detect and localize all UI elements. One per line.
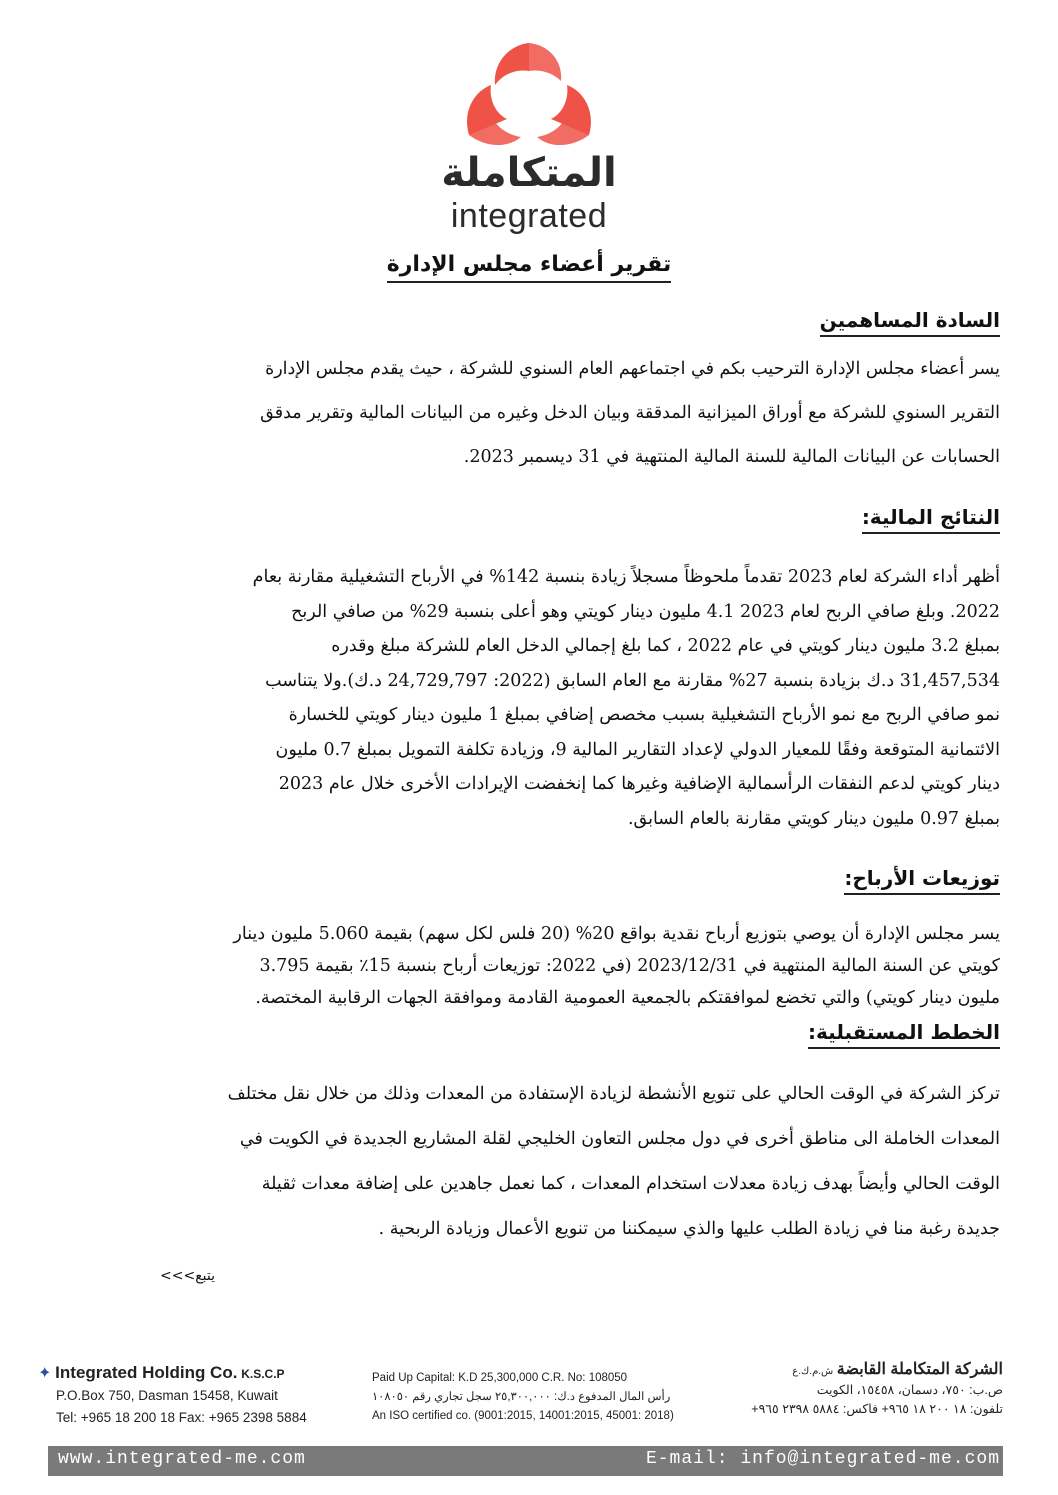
footer-company-ar: الشركة المتكاملة القابضة <box>836 1361 1003 1378</box>
footer-phone-en: Tel: +965 18 200 18 Fax: +965 2398 5884 <box>56 1410 307 1425</box>
footer-company-en: Integrated Holding Co. <box>55 1363 238 1382</box>
footer-middle-block <box>372 1369 674 1426</box>
dividends-heading: توزيعات الأرباح: <box>844 866 1000 890</box>
continued-marker: يتبع>>> <box>160 1268 215 1284</box>
footer-english-block <box>38 1362 307 1429</box>
plans-line: المعدات الخاملة الى مناطق أخرى في دول مجلس التعاون الخليجي لقلة المشاريع الجديدة في الكويت في <box>239 1129 1000 1149</box>
financial-line: بمبلغ 3.2 مليون دينار كويتي في عام 2022 ، كما بلغ إجمالي الدخل العام للشركة مبلغ وقدره <box>331 636 1000 656</box>
footer-website-link[interactable]: www.integrated-me.com <box>58 1449 306 1469</box>
dividends-line: مليون دينار كويتي) والتي تخضع لموافقتكم بالجمعية العمومية القادمة وموافقة الجهات الرقابية المختصة. <box>255 988 1000 1008</box>
footer-capital-ar: رأس المال المدفوع د.ك: ٢٥,٣٠٠,٠٠٠ سجل تجاري رقم ١٠٨٠٥٠ <box>372 1391 671 1403</box>
future-plans-paragraph <box>118 1072 1000 1252</box>
dividends-paragraph <box>118 918 1000 1014</box>
company-logo <box>0 35 1058 165</box>
footer-email-link[interactable]: E-mail: info@integrated-me.com <box>645 1449 1000 1469</box>
financial-line: دينار كويتي لدعم النفقات الرأسمالية الإضافية وغيرها كما إنخفضت الإيرادات الأخرى خلال عام 2023 <box>278 774 1000 794</box>
dividends-line: كويتي عن السنة المالية المنتهية في 2023/12/31 (في 2022: توزيعات أرباح بنسبة 15٪ بقيمة 3.795 <box>259 956 1000 976</box>
footer-company-en-suffix: K.S.C.P <box>241 1367 285 1381</box>
footer-logo-icon: ✦ <box>38 1365 52 1382</box>
financial-line: نمو صافي الربح مع نمو الأرباح التشغيلية بسبب مخصص إضافي بمبلغ 1 مليون دينار كويتي للخسارة <box>288 705 1000 725</box>
intro-line: التقرير السنوي للشركة مع أوراق الميزانية المدققة وبيان الدخل وغيره من البيانات المالية وتقرير مدقق <box>260 403 1000 423</box>
footer-arabic-block <box>751 1360 1003 1419</box>
salutation-heading: السادة المساهمين <box>820 308 1000 332</box>
logo-mark-icon <box>449 35 609 165</box>
financial-line: بمبلغ 0.97 مليون دينار كويتي مقارنة بالعام السابق. <box>627 808 1000 829</box>
footer-iso: An ISO certified co. (9001:2015, 14001:2015, 45001: 2018) <box>372 1410 674 1422</box>
dividends-line: يسر مجلس الإدارة أن يوصي بتوزيع أرباح نقدية بواقع 20% (20 فلس لكل سهم) بقيمة 5.060 مليون دينار <box>233 924 1000 944</box>
financial-results-heading: النتائج المالية: <box>862 505 1000 529</box>
plans-line: الوقت الحالي وأيضاً بهدف زيادة معدلات استخدام المعدات ، كما نعمل جاهدين على إضافة معدات ثقيلة <box>261 1174 1000 1194</box>
footer-company-ar-suffix: ش.م.ك.ع <box>792 1366 834 1377</box>
future-plans-heading: الخطط المستقبلية: <box>808 1020 1000 1044</box>
footer-capital-en: Paid Up Capital: K.D 25,300,000 C.R. No: 108050 <box>372 1372 628 1384</box>
financial-line: الائتمانية المتوقعة وفقًا للمعيار الدولي لإعداد التقارير المالية 9، وزيادة تكلفة التمويل بمبلغ 0.7 مليون <box>275 739 1000 760</box>
financial-line: 31,457,534 د.ك بزيادة بنسبة 27% مقارنة مع العام السابق (2022: 24,729,797 د.ك).ولا يتناسب <box>265 670 1000 691</box>
footer-address-ar: ص.ب: ٧٥٠، دسمان، ١٥٤٥٨، الكويت <box>816 1383 1003 1397</box>
report-title: تقرير أعضاء مجلس الإدارة <box>0 252 1058 277</box>
financial-line: 2022. وبلغ صافي الربح لعام 2023 4.1 مليون دينار كويتي وهو أعلى بنسبة 29% من صافي الربح <box>291 601 1000 622</box>
footer-phone-ar: تلفون: ١٨ ٢٠٠ ١٨ ٩٦٥+ فاكس: ٥٨٨٤ ٢٣٩٨ ٩٦٥+ <box>751 1402 1003 1416</box>
intro-line: يسر أعضاء مجلس الإدارة الترحيب بكم في اجتماعهم العام السنوي للشركة ، حيث يقدم مجلس الإدارة <box>265 359 1000 379</box>
brand-name-english: integrated <box>450 197 608 235</box>
intro-paragraph <box>118 347 1000 479</box>
financial-line: أظهر أداء الشركة لعام 2023 تقدماً ملحوظاً مسجلاً زيادة بنسبة 142% في الأرباح التشغيلية مقارنة بعام <box>252 567 1000 587</box>
financial-results-paragraph <box>118 560 1000 836</box>
intro-line: الحسابات عن البيانات المالية للسنة المالية المنتهية في 31 ديسمبر 2023. <box>463 447 1000 467</box>
plans-line: جديدة رغبة منا في زيادة الطلب عليها والذي سيمكننا من تنويع الأعمال وزيادة الربحية . <box>378 1219 1000 1239</box>
brand-name-arabic: المتكاملة <box>441 150 617 196</box>
footer-address-en: P.O.Box 750, Dasman 15458, Kuwait <box>56 1388 278 1403</box>
plans-line: تركز الشركة في الوقت الحالي على تنويع الأنشطة لزيادة الإستفادة من المعدات وذلك من خلال نقل مختلف <box>227 1084 1000 1104</box>
